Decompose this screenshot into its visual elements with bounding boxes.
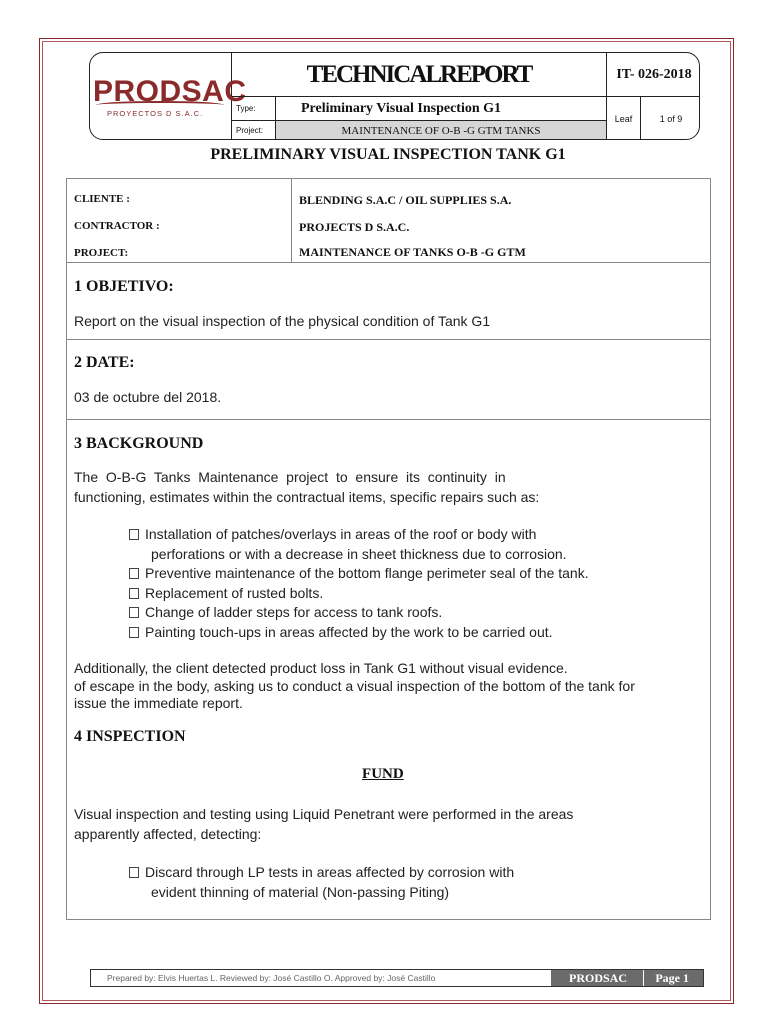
section-divider bbox=[67, 339, 710, 340]
footer-brand: PRODSAC bbox=[569, 971, 628, 985]
repairs-list bbox=[129, 525, 589, 642]
fund-subheading-text: FUND bbox=[362, 766, 404, 782]
report-header bbox=[89, 52, 700, 140]
footer-separator bbox=[643, 970, 644, 986]
list-item-text: Discard through LP tests in areas affected by corrosion with bbox=[145, 864, 515, 880]
contractor-value: PROJECTS D S.A.C. bbox=[299, 220, 410, 234]
project-info-label: PROJECT: bbox=[74, 247, 129, 259]
client-label: CLIENTE : bbox=[74, 193, 130, 205]
checkbox-icon bbox=[129, 627, 139, 638]
footer-brand-box bbox=[551, 970, 703, 986]
fund-subheading bbox=[67, 766, 710, 783]
date-heading: 2 DATE: bbox=[74, 354, 135, 371]
type-value: Preliminary Visual Inspection G1 bbox=[301, 100, 502, 116]
logo-text: PRODSAC bbox=[93, 75, 247, 108]
list-item bbox=[129, 623, 589, 643]
background-intro-line: The O-B-G Tanks Maintenance project to ensure its continuity in bbox=[74, 469, 506, 485]
inspection-line: Visual inspection and testing using Liquid Penetrant were performed in the areas bbox=[74, 806, 574, 822]
type-row bbox=[232, 97, 606, 121]
background-intro bbox=[74, 468, 539, 507]
objective-text: Report on the visual inspection of the physical condition of Tank G1 bbox=[74, 313, 491, 329]
page-footer bbox=[90, 969, 704, 987]
project-label: Project: bbox=[232, 121, 276, 140]
list-item-text: Replacement of rusted bolts. bbox=[145, 584, 324, 601]
inspection-list bbox=[129, 863, 514, 902]
client-value: BLENDING S.A.C / OIL SUPPLIES S.A. bbox=[299, 193, 512, 207]
report-body bbox=[66, 178, 711, 920]
additional-line: issue the immediate report. bbox=[74, 695, 243, 711]
inspection-heading: 4 INSPECTION bbox=[74, 728, 186, 745]
logo-subtext: PROYECTOS D S.A.C. bbox=[107, 109, 204, 118]
checkbox-icon bbox=[129, 867, 139, 878]
project-row bbox=[232, 121, 606, 140]
report-code: IT- 026-2018 bbox=[606, 53, 700, 97]
info-divider bbox=[291, 179, 292, 263]
list-item bbox=[129, 525, 589, 545]
leaf-value: 1 of 9 bbox=[659, 113, 683, 124]
list-item bbox=[129, 584, 589, 604]
list-item-text: Installation of patches/overlays in areas of the roof or body with bbox=[145, 526, 537, 542]
project-info-value: MAINTENANCE OF TANKS O-B -G GTM bbox=[299, 245, 526, 259]
inspection-text bbox=[74, 805, 573, 844]
document-title: PRELIMINARY VISUAL INSPECTION TANK G1 bbox=[210, 146, 566, 163]
checkbox-icon bbox=[129, 529, 139, 540]
additional-line: Additionally, the client detected product loss in Tank G1 without visual evidence. bbox=[74, 660, 568, 676]
background-intro-line: functioning, estimates within the contractual items, specific repairs such as: bbox=[74, 488, 540, 505]
additional-line: of escape in the body, asking us to conduct a visual inspection of the bottom of the tank for bbox=[74, 677, 635, 694]
objective-heading: 1 OBJETIVO: bbox=[74, 278, 174, 295]
leaf-label: Leaf bbox=[607, 97, 641, 140]
list-item-continuation: evident thinning of material (Non-passing Piting) bbox=[151, 883, 450, 900]
list-item bbox=[129, 564, 589, 584]
list-item-continuation: perforations or with a decrease in sheet thickness due to corrosion. bbox=[151, 545, 567, 562]
date-text: 03 de octubre del 2018. bbox=[74, 389, 222, 405]
list-item-text: Painting touch-ups in areas affected by the work to be carried out. bbox=[145, 623, 553, 640]
section-divider bbox=[67, 419, 710, 420]
list-item-text: Preventive maintenance of the bottom flange perimeter seal of the tank. bbox=[145, 565, 589, 581]
page-number: Page 1 bbox=[655, 971, 689, 985]
leaf-box bbox=[606, 97, 700, 140]
inspection-line: apparently affected, detecting: bbox=[74, 825, 262, 842]
list-item-text: Change of ladder steps for access to tank roofs. bbox=[145, 604, 443, 620]
checkbox-icon bbox=[129, 568, 139, 579]
list-item bbox=[129, 863, 514, 883]
checkbox-icon bbox=[129, 588, 139, 599]
list-item bbox=[129, 603, 589, 623]
report-title: TECHNICALREPORT bbox=[232, 53, 606, 97]
background-additional bbox=[74, 660, 635, 713]
project-value: MAINTENANCE OF O-B -G GTM TANKS bbox=[276, 121, 606, 140]
type-label: Type: bbox=[232, 97, 276, 120]
checkbox-icon bbox=[129, 607, 139, 618]
footer-credits: Prepared by: Elvis Huertas L. Reviewed by: José Castillo O. Approved by: José Castillo bbox=[107, 973, 436, 983]
info-table bbox=[67, 179, 710, 263]
background-heading: 3 BACKGROUND bbox=[74, 435, 204, 452]
contractor-label: CONTRACTOR : bbox=[74, 220, 160, 232]
logo-swoosh bbox=[96, 101, 224, 109]
